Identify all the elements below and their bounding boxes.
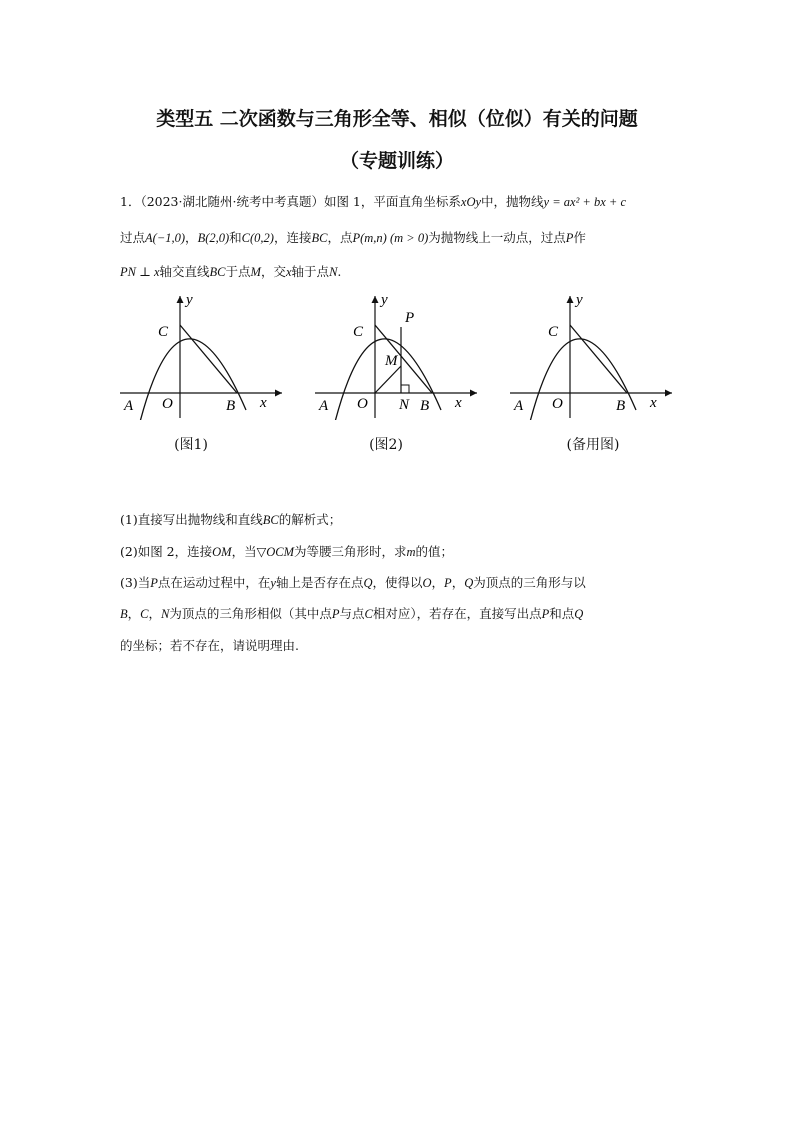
right-angle-mark: [401, 385, 409, 393]
segment-bc: [180, 325, 237, 393]
figure-1: [118, 290, 290, 420]
question-text: 与点: [339, 606, 365, 621]
math-expression: P: [150, 576, 158, 590]
problem-text: 轴交直线: [159, 264, 210, 279]
problem-line-2: [120, 228, 680, 246]
question-text: 的值；: [415, 544, 454, 559]
problem-text: 于点: [225, 264, 251, 279]
question-text: ，: [127, 606, 141, 621]
figure-2-caption: (图2): [369, 437, 403, 453]
label-c: C: [158, 324, 169, 340]
math-expression: xOy: [460, 195, 482, 209]
question-3-line-1: [120, 573, 680, 591]
label-n: N: [399, 397, 410, 413]
math-expression: Q: [574, 607, 584, 621]
figure-2: [313, 290, 485, 420]
math-expression: x: [285, 265, 292, 279]
question-text: 和点: [549, 606, 575, 621]
math-expression: BC: [262, 513, 279, 527]
question-text: 为顶点的三角形与以: [473, 575, 586, 590]
problem-line-1: [120, 192, 680, 210]
problem-text: 和: [229, 230, 242, 245]
question-text: ，: [431, 575, 445, 590]
label-a: A: [124, 398, 134, 414]
math-expression: A(−1,0): [145, 231, 186, 245]
math-expression: P: [565, 231, 574, 245]
math-expression: N: [329, 265, 338, 279]
figure-3: [508, 290, 680, 420]
math-expression: P: [331, 607, 340, 621]
question-text: ，: [148, 606, 162, 621]
question-text: 轴上是否存在点: [275, 575, 364, 590]
problem-text: 1．（2023·湖北随州·统考中考真题）如图 1，平面直角坐标系: [120, 194, 461, 209]
segment-om: [375, 366, 401, 393]
math-expression: O: [422, 576, 432, 590]
question-3-line-3: [120, 636, 680, 654]
page-title: 类型五 二次函数与三角形全等、相似（位似）有关的问题: [156, 108, 638, 130]
label-y: y: [576, 292, 583, 308]
question-text: 点在运动过程中，在: [157, 575, 271, 590]
math-expression: OM: [212, 545, 232, 559]
label-a: A: [514, 398, 524, 414]
math-expression: C(0,2): [241, 231, 274, 245]
label-a: A: [319, 398, 329, 414]
problem-line-3: [120, 262, 680, 280]
question-text: ，: [451, 575, 465, 590]
question-text: (2)如图 2，连接: [120, 544, 213, 559]
question-text: ，当: [231, 544, 257, 559]
label-y: y: [381, 292, 388, 308]
label-x: x: [260, 395, 267, 411]
math-expression: y = ax² + bx + c: [543, 195, 627, 209]
label-b: B: [616, 398, 626, 414]
question-text: ，使得以: [372, 575, 423, 590]
question-text: 为顶点的三角形相似（其中点: [169, 606, 332, 621]
math-expression: y: [270, 576, 276, 590]
question-text: (3)当: [120, 575, 151, 590]
label-o: O: [162, 396, 173, 412]
problem-text: ，连接: [273, 230, 312, 245]
label-o: O: [552, 396, 563, 412]
math-expression: Q: [464, 576, 474, 590]
math-expression: C: [364, 607, 373, 621]
problem-text: ，: [185, 230, 198, 245]
label-x: x: [650, 395, 657, 411]
label-c: C: [548, 324, 559, 340]
math-expression: M: [250, 265, 261, 279]
math-expression: BC: [311, 231, 328, 245]
label-y: y: [186, 292, 193, 308]
label-b: B: [226, 398, 236, 414]
label-p: P: [405, 310, 415, 326]
question-2: [120, 542, 680, 560]
figure-1-caption: (图1): [174, 437, 208, 453]
question-text: 的坐标；若不存在，请说明理由.: [120, 638, 299, 653]
label-c: C: [353, 324, 364, 340]
math-expression: P: [541, 607, 550, 621]
page-subtitle: （专题训练）: [339, 150, 454, 172]
segment-bc: [570, 325, 627, 393]
problem-text: 作: [573, 230, 586, 245]
math-expression: m: [406, 545, 416, 559]
math-expression: ▽OCM: [256, 545, 294, 559]
math-expression: P(m,n) (m > 0): [352, 231, 429, 245]
math-expression: BC: [209, 265, 226, 279]
problem-text: .: [337, 264, 342, 279]
segment-bc: [375, 325, 432, 393]
math-expression: P: [444, 576, 452, 590]
problem-text: 过点: [120, 230, 146, 245]
math-expression: B(2,0): [197, 231, 230, 245]
math-expression: C: [140, 607, 149, 621]
question-text: (1)直接写出抛物线和直线: [120, 512, 263, 527]
label-m: M: [385, 353, 398, 369]
label-o: O: [357, 396, 368, 412]
problem-text: 轴于点: [291, 264, 330, 279]
question-3-line-2: [120, 604, 680, 622]
figure-3-caption: (备用图): [566, 437, 620, 453]
math-expression: Q: [363, 576, 373, 590]
problem-text: 为抛物线上一动点，过点: [428, 230, 566, 245]
label-x: x: [455, 395, 462, 411]
question-text: 为等腰三角形时，求: [294, 544, 407, 559]
problem-text: ，点: [327, 230, 353, 245]
problem-text: 中，抛物线: [481, 194, 544, 209]
problem-text: ，交: [260, 264, 286, 279]
question-text: 的解析式；: [278, 512, 342, 527]
question-1: [120, 510, 680, 528]
question-text: 相对应），若存在，直接写出点: [372, 606, 542, 621]
math-expression: B: [120, 607, 128, 621]
math-expression: PN ⊥ x: [120, 265, 160, 279]
math-expression: N: [161, 607, 170, 621]
label-b: B: [420, 398, 430, 414]
